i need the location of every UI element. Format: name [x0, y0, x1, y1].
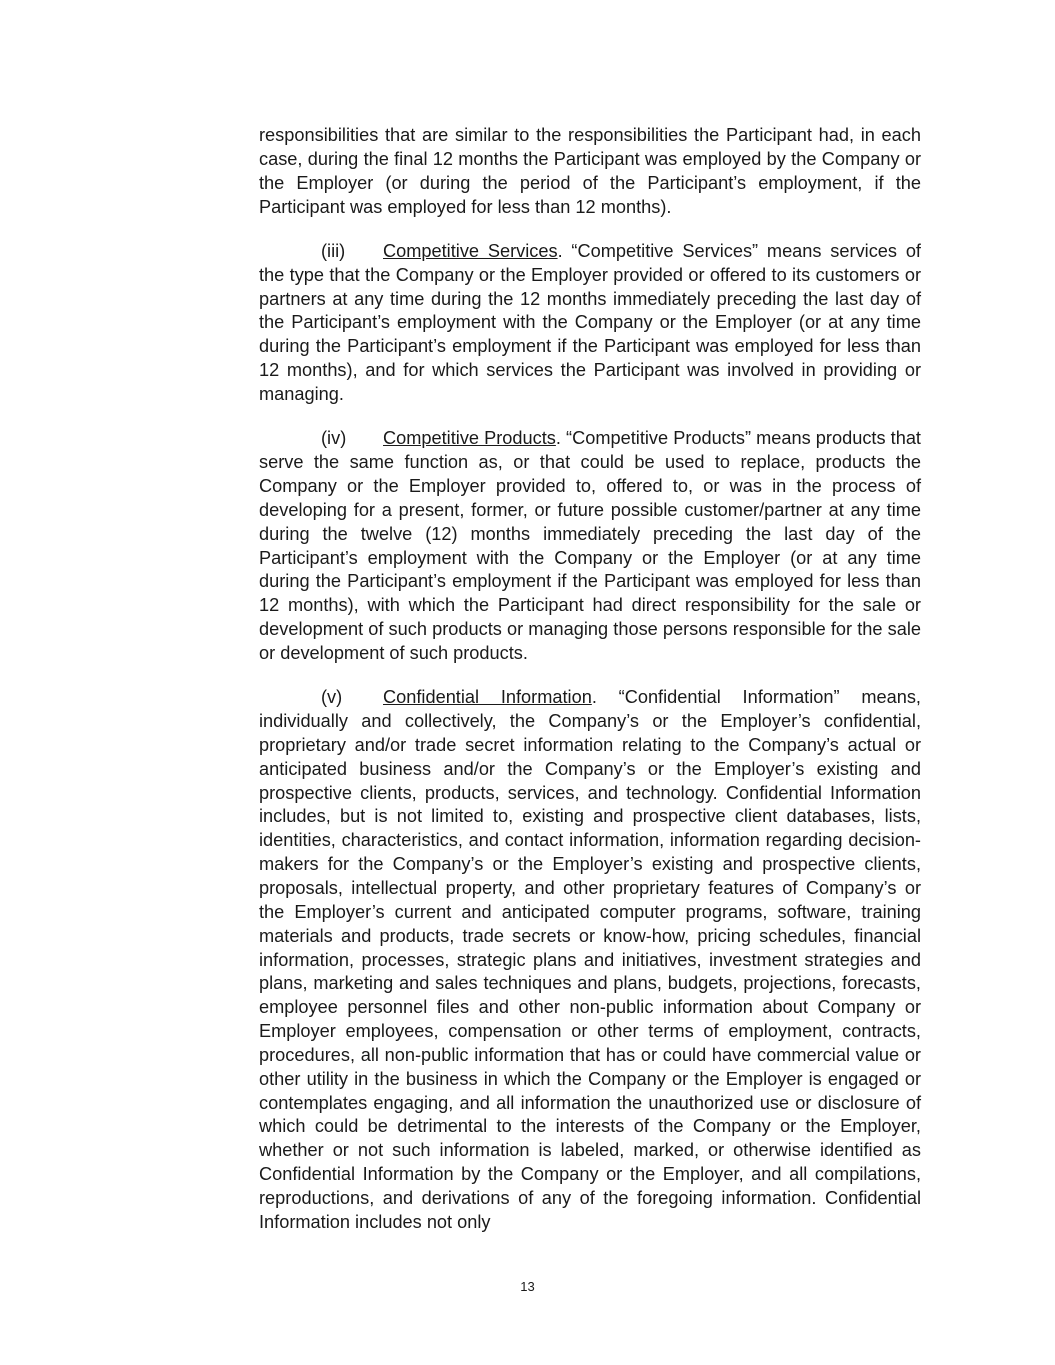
continuation-paragraph: responsibilities that are similar to the responsibilities the Participant had, in each case, during the final 12 months the Participant was employed by the Company or the Employer (or during the period of the Participant’s employment, if the Participant was employed for less than 12 months).	[259, 125, 921, 217]
section-number: (v)	[321, 687, 343, 708]
section-body: . “Competitive Services” means services of the type that the Company or the Employer provided or offered to its customers or partners at any time during the 12 months immediately preceding the last day of the Participant’s employment with the Company or the Employer (or at any time during the Participant’s employment if the Participant was employed for less than 12 months), and for which services the Participant was involved in providing or managing.	[259, 240, 921, 404]
section-confidential-information	[259, 686, 921, 1234]
document-body	[259, 124, 921, 1255]
section-competitive-services	[259, 240, 921, 407]
page-number: 13	[520, 1279, 535, 1294]
section-heading: Competitive Services	[383, 240, 558, 261]
section-competitive-products	[259, 427, 921, 665]
section-body: . “Competitive Products” means products that serve the same function as, or that could be used to replace, products the Company or the Employer provided to, offered to, or was in the process of developing for a present, former, or future possible customer/partner at any time during the twelve (12) months immediately preceding the last day of the Participant’s employment with the Company or the Employer (or at any time during the Participant’s employment if the Participant was employed for less than 12 months), with which the Participant had direct responsibility for the sale or development of such products or managing those persons responsible for the sale or development of such products.	[259, 428, 921, 663]
section-heading: Confidential Information	[383, 687, 592, 708]
section-number: (iii)	[321, 240, 346, 261]
section-body: . “Confidential Information” means, individually and collectively, the Company’s or the Employer’s confidential, proprietary and/or trade secret information relating to the Company’s actual or anticipated business and/or the Company’s or the Employer’s existing and prospective clients, products, services, and technology. Confidential Information includes, but is not limited to, existing and prospective client databases, lists, identities, characteristics, and contact information, information regarding decision-makers for the Company’s or the Employer’s existing and prospective clients, proposals, intellectual property, and other proprietary features of Company’s or the Employer’s current and anticipated computer programs, software, training materials and products, trade secrets or know-how, pricing schedules, financial information, processes, strategic plans and initiatives, investment strategies and plans, marketing and sales techniques and plans, budgets, projections, forecasts, employee personnel files and other non-public information about Company or Employer employees, compensation or other terms of employment, contracts, procedures, all non-public information that has or could have commercial value or other utility in the business in which the Company or the Employer is engaged or contemplates engaging, and all information the unauthorized use or disclosure of which could be detrimental to the interests of the Company or the Employer, whether or not such information is labeled, marked, or otherwise identified as Confidential Information by the Company or the Employer, and all compilations, reproductions, and derivations of any of the foregoing information. Confidential Information includes not only	[259, 687, 921, 1232]
section-number: (iv)	[321, 428, 347, 449]
section-heading: Competitive Products	[383, 428, 556, 449]
